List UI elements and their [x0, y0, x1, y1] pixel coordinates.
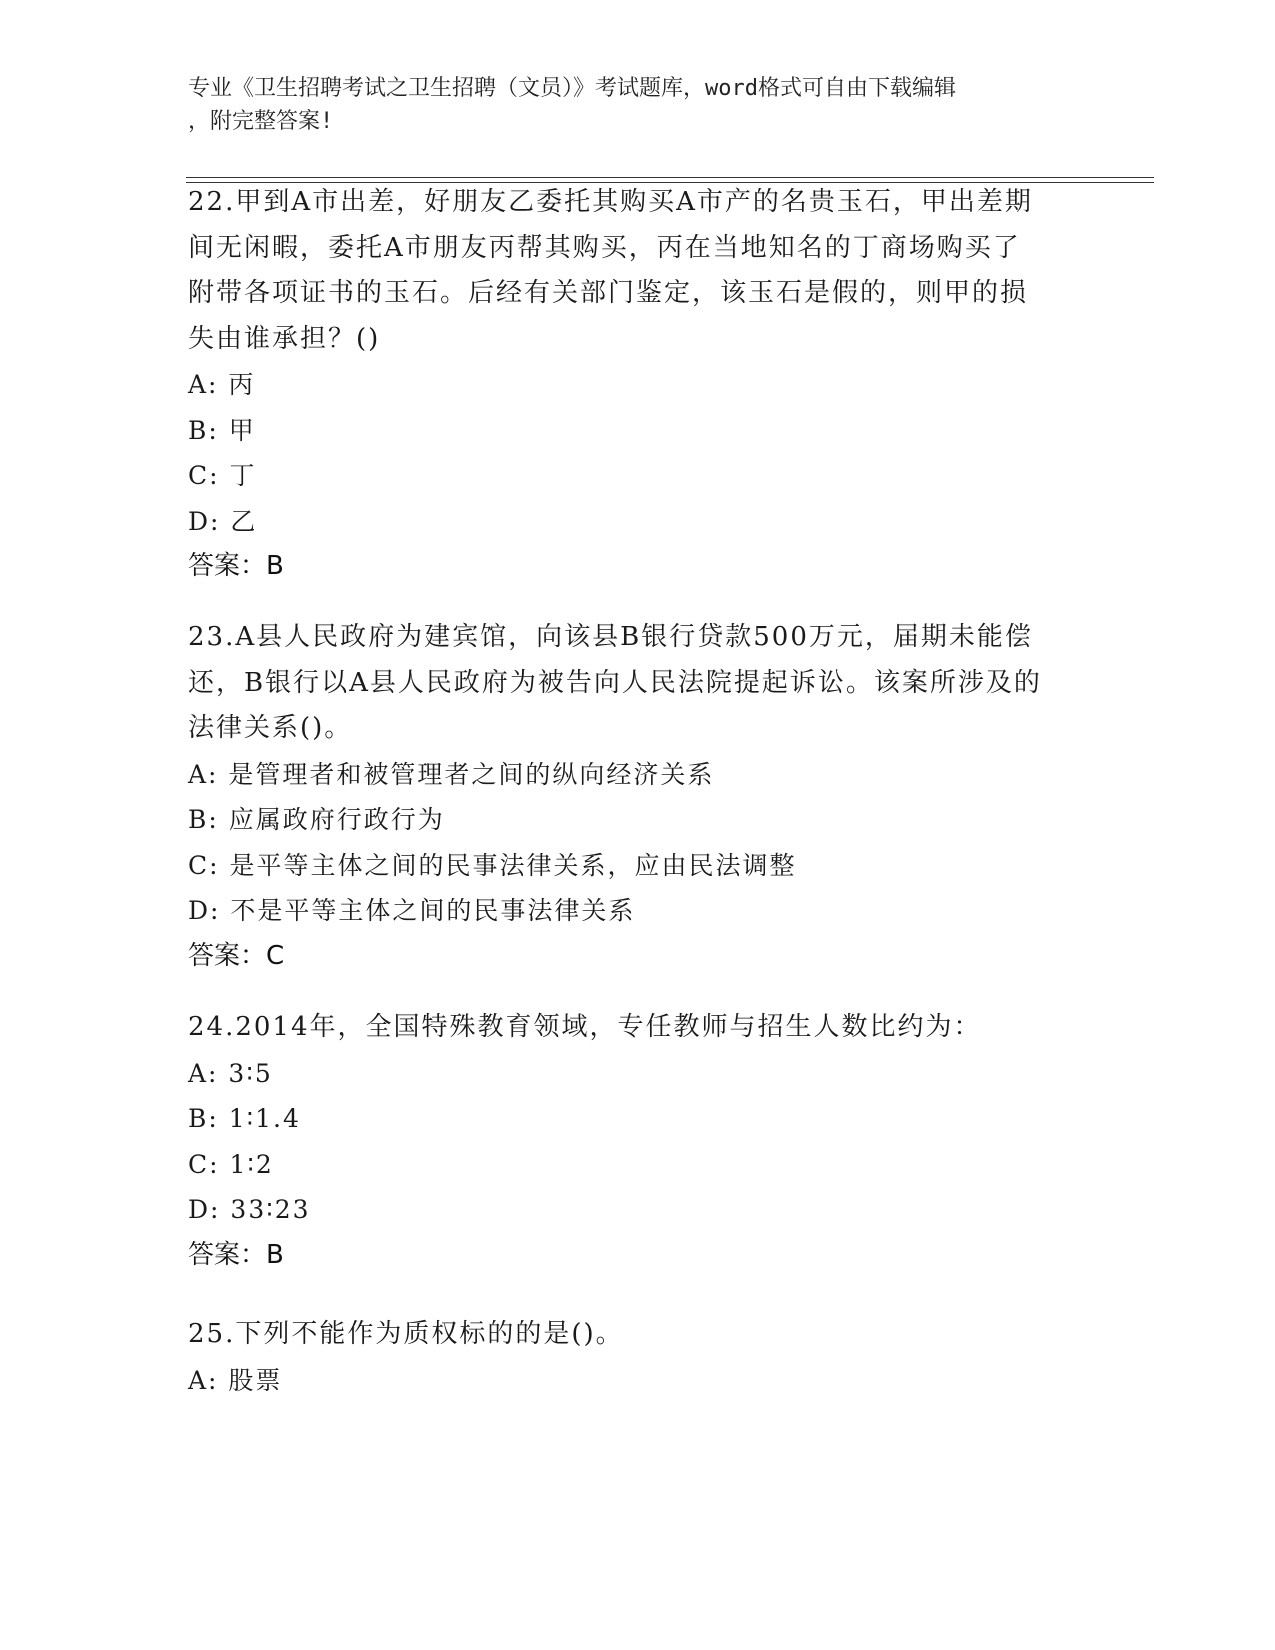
option-c: C: 1∶2	[188, 1149, 274, 1179]
option-c: C: 丁	[188, 461, 257, 490]
question-text-line: 间无闲暇，委托A市朋友丙帮其购买，丙在当地知名的丁商场购买了	[188, 232, 1021, 263]
question-text-line: 失由谁承担？()	[188, 323, 381, 354]
question-22	[188, 180, 1088, 590]
option-b: B: 1∶1.4	[188, 1104, 301, 1133]
question-text-line: 23.A县人民政府为建宾馆，向该县B银行贷款500万元，届期未能偿	[188, 622, 1033, 652]
question-text-line: 法律关系()。	[188, 713, 353, 743]
header-line-2: ，附完整答案!	[188, 109, 334, 134]
option-d: D: 不是平等主体之间的民事法律关系	[188, 896, 636, 925]
option-a: A: 股票	[188, 1365, 283, 1395]
answer-label: 答案：B	[188, 1239, 284, 1270]
option-b: B: 应属政府行政行为	[188, 805, 445, 834]
question-23	[188, 615, 1088, 979]
question-text-line: 25.下列不能作为质权标的的是()。	[188, 1319, 624, 1349]
option-a: A: 是管理者和被管理者之间的纵向经济关系	[188, 759, 715, 789]
option-b: B: 甲	[188, 415, 256, 445]
option-a: A: 丙	[188, 370, 256, 399]
option-d: D: 33∶23	[188, 1195, 311, 1224]
question-text-line: 还，B银行以A县人民政府为被告向人民法院提起诉讼。该案所涉及的	[188, 667, 1042, 698]
answer-label: 答案：B	[188, 551, 284, 581]
question-text-line: 22.甲到A市出差，好朋友乙委托其购买A市产的名贵玉石，甲出差期	[188, 187, 1033, 217]
question-24	[188, 1005, 1088, 1278]
option-d: D: 乙	[188, 506, 258, 536]
question-text-line: 附带各项证书的玉石。后经有关部门鉴定，该玉石是假的，则甲的损	[188, 278, 1029, 308]
option-c: C: 是平等主体之间的民事法律关系，应由民法调整	[188, 850, 797, 880]
header-line-1: 专业《卫生招聘考试之卫生招聘（文员）》考试题库，word格式可自由下载编辑	[188, 76, 956, 101]
header-divider-top	[186, 177, 1154, 178]
question-25	[188, 1312, 1088, 1403]
answer-label: 答案：C	[188, 940, 285, 971]
document-header	[188, 72, 1088, 138]
option-a: A: 3∶5	[188, 1058, 273, 1088]
question-text-line: 24.2014年，全国特殊教育领域，专任教师与招生人数比约为：	[188, 1012, 982, 1042]
